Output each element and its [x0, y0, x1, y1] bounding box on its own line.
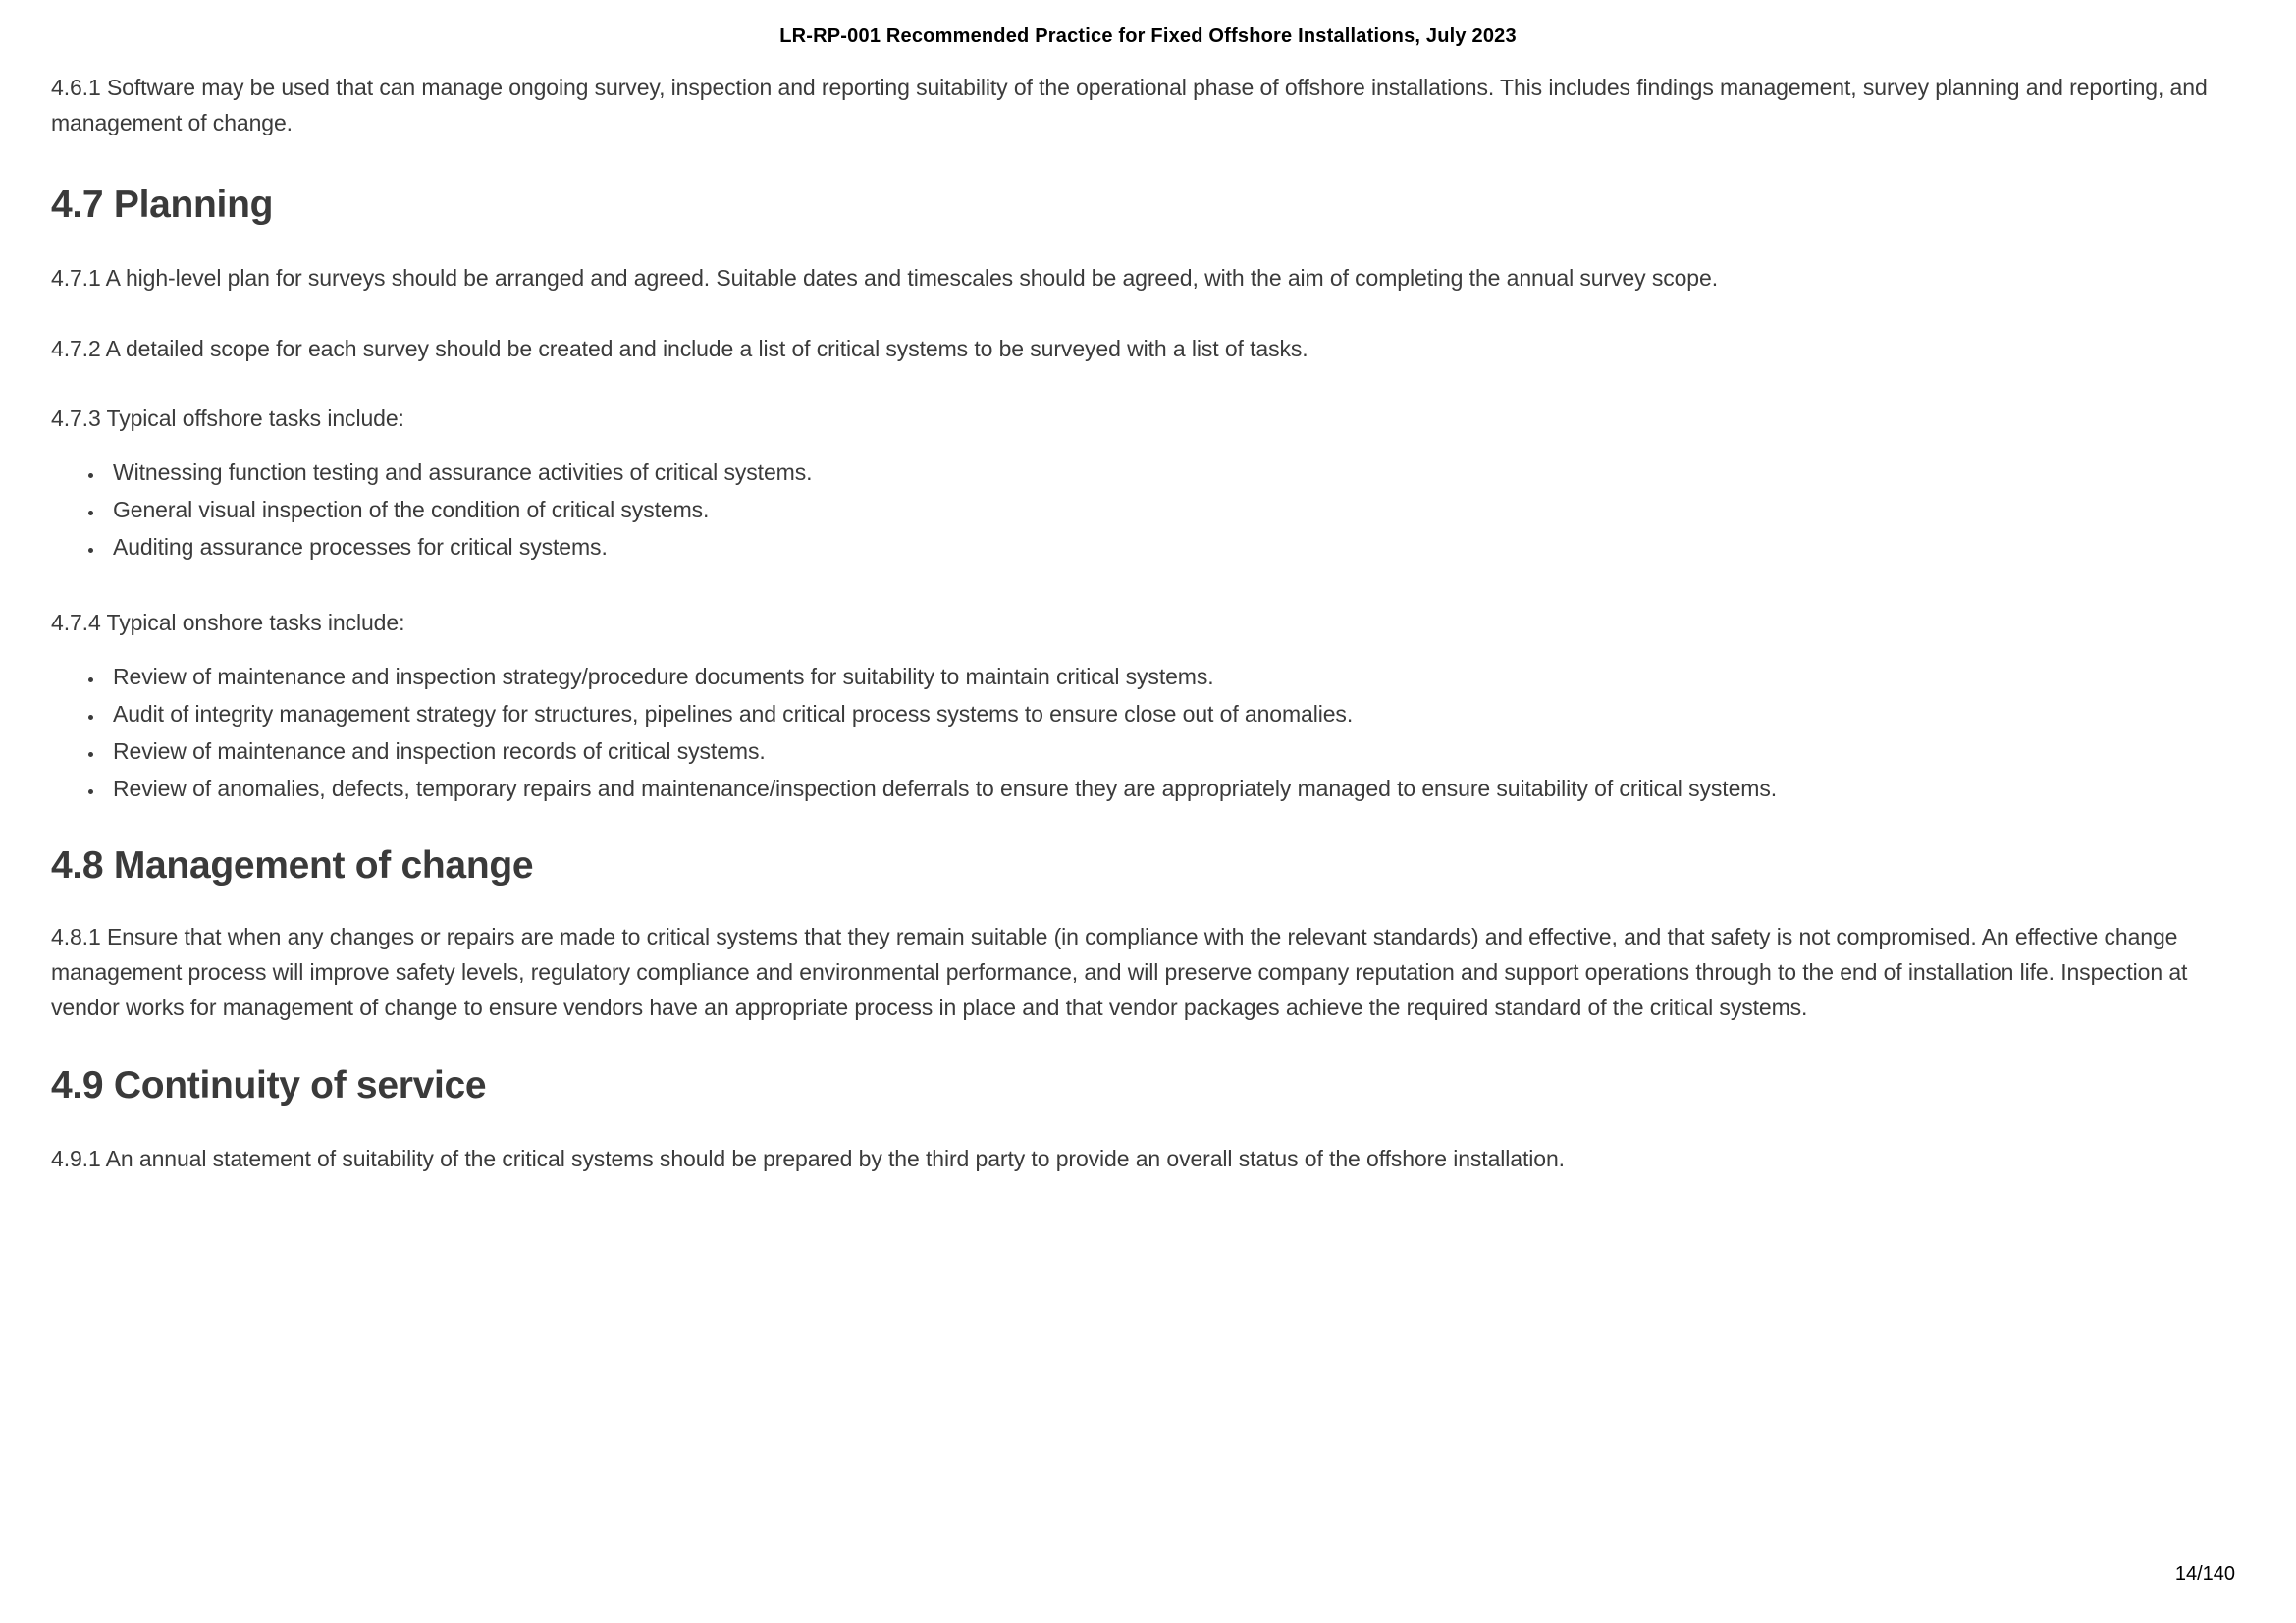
heading-4-7-planning: 4.7 Planning: [51, 184, 274, 226]
list-item: • Audit of integrity management strategy for structures, pipelines and critical process systems to ensure close out of anomalies.: [105, 695, 2211, 732]
onshore-tasks-list: [51, 658, 2211, 807]
heading-4-8-management-of-change: 4.8 Management of change: [51, 844, 534, 887]
list-item: • General visual inspection of the condition of critical systems.: [105, 491, 2211, 528]
paragraph-4-8-1: 4.8.1 Ensure that when any changes or repairs are made to critical systems that they remain suitable (in compliance with the relevant standards) and effective, and that safety is not compromised. An effective change management process will improve safety levels, regulatory compliance and environmental performance, and will preserve company reputation and support operations through to the end of installation life. Inspection at vendor works for management of change to ensure vendors have an appropriate process in place and that vendor packages achieve the required standard of the critical systems.: [51, 924, 2188, 1020]
list-item: • Review of anomalies, defects, temporary repairs and maintenance/inspection deferrals to ensure they are appropriately managed to ensure suitability of critical systems.: [105, 770, 2211, 807]
paragraph-4-7-3: 4.7.3 Typical offshore tasks include:: [51, 406, 404, 431]
list-item: • Auditing assurance processes for critical systems.: [105, 528, 2211, 566]
offshore-tasks-list: [51, 454, 2211, 566]
paragraph-4-6-1: 4.6.1 Software may be used that can manage ongoing survey, inspection and reporting suitability of the operational phase of offshore installations. This includes findings management, survey planning and reporting, and management of change.: [51, 75, 2208, 135]
list-item: • Witnessing function testing and assurance activities of critical systems.: [105, 454, 2211, 491]
paragraph-4-7-4: 4.7.4 Typical onshore tasks include:: [51, 610, 405, 635]
list-item: • Review of maintenance and inspection strategy/procedure documents for suitability to maintain critical systems.: [105, 658, 2211, 695]
paragraph-4-7-2: 4.7.2 A detailed scope for each survey should be created and include a list of critical systems to be surveyed with a list of tasks.: [51, 336, 1308, 361]
list-item: • Review of maintenance and inspection records of critical systems.: [105, 732, 2211, 770]
paragraph-4-9-1: 4.9.1 An annual statement of suitability of the critical systems should be prepared by the third party to provide an overall status of the offshore installation.: [51, 1146, 1565, 1171]
heading-4-9-continuity-of-service: 4.9 Continuity of service: [51, 1064, 487, 1107]
paragraph-4-7-1: 4.7.1 A high-level plan for surveys should be arranged and agreed. Suitable dates and timescales should be agreed, with the aim of completing the annual survey scope.: [51, 265, 1718, 291]
running-header: LR-RP-001 Recommended Practice for Fixed Offshore Installations, July 2023: [779, 26, 1517, 47]
page-number: 14/140: [2174, 1563, 2235, 1585]
